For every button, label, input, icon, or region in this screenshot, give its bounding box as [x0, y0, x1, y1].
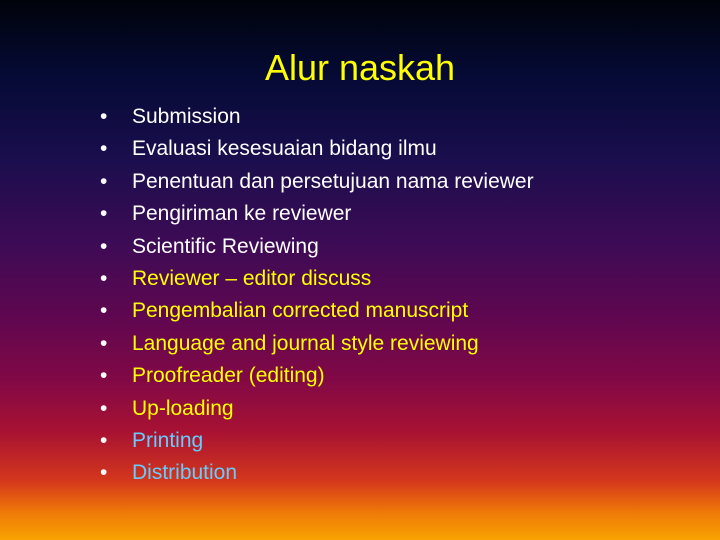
bullet-dot-icon: • [100, 234, 108, 258]
bullet-text: Printing [132, 428, 204, 452]
bullet-dot-icon: • [100, 137, 108, 161]
bullet-dot-icon: • [100, 331, 108, 355]
bullet-text: Pengiriman ke reviewer [132, 202, 352, 226]
bullet-item [100, 133, 534, 165]
bullet-item [100, 425, 534, 457]
bullet-text: Proofreader (editing) [132, 364, 325, 388]
bullet-text: Evaluasi kesesuaian bidang ilmu [132, 137, 437, 161]
bullet-item [100, 166, 534, 198]
bullet-text: Reviewer – editor discuss [132, 266, 372, 290]
bullet-item [100, 457, 534, 489]
slide-title: Alur naskah [264, 47, 456, 88]
bullet-item [100, 393, 534, 425]
bullet-text: Pengembalian corrected manuscript [132, 299, 469, 323]
bullet-dot-icon: • [100, 396, 108, 420]
bullet-item [100, 101, 534, 133]
bullet-dot-icon: • [100, 105, 108, 128]
bullet-item [100, 198, 534, 230]
bullet-dot-icon: • [100, 461, 108, 485]
bullet-list [100, 101, 534, 490]
bullet-text: Penentuan dan persetujuan nama reviewer [132, 169, 534, 193]
bullet-item [100, 263, 534, 295]
bullet-dot-icon: • [100, 299, 108, 323]
bullet-item [100, 360, 534, 392]
bullet-text: Scientific Reviewing [132, 234, 319, 258]
bullet-item [100, 295, 534, 327]
bullet-text: Distribution [132, 461, 238, 485]
bullet-text: Submission [132, 105, 241, 128]
bullet-item [100, 328, 534, 360]
bullet-dot-icon: • [100, 428, 108, 452]
bullet-dot-icon: • [100, 169, 108, 193]
bullet-text: Language and journal style reviewing [132, 331, 479, 355]
bullet-item [100, 231, 534, 263]
bullet-dot-icon: • [100, 364, 108, 388]
bullet-dot-icon: • [100, 266, 108, 290]
bullet-text: Up-loading [132, 396, 234, 420]
bullet-dot-icon: • [100, 202, 108, 226]
